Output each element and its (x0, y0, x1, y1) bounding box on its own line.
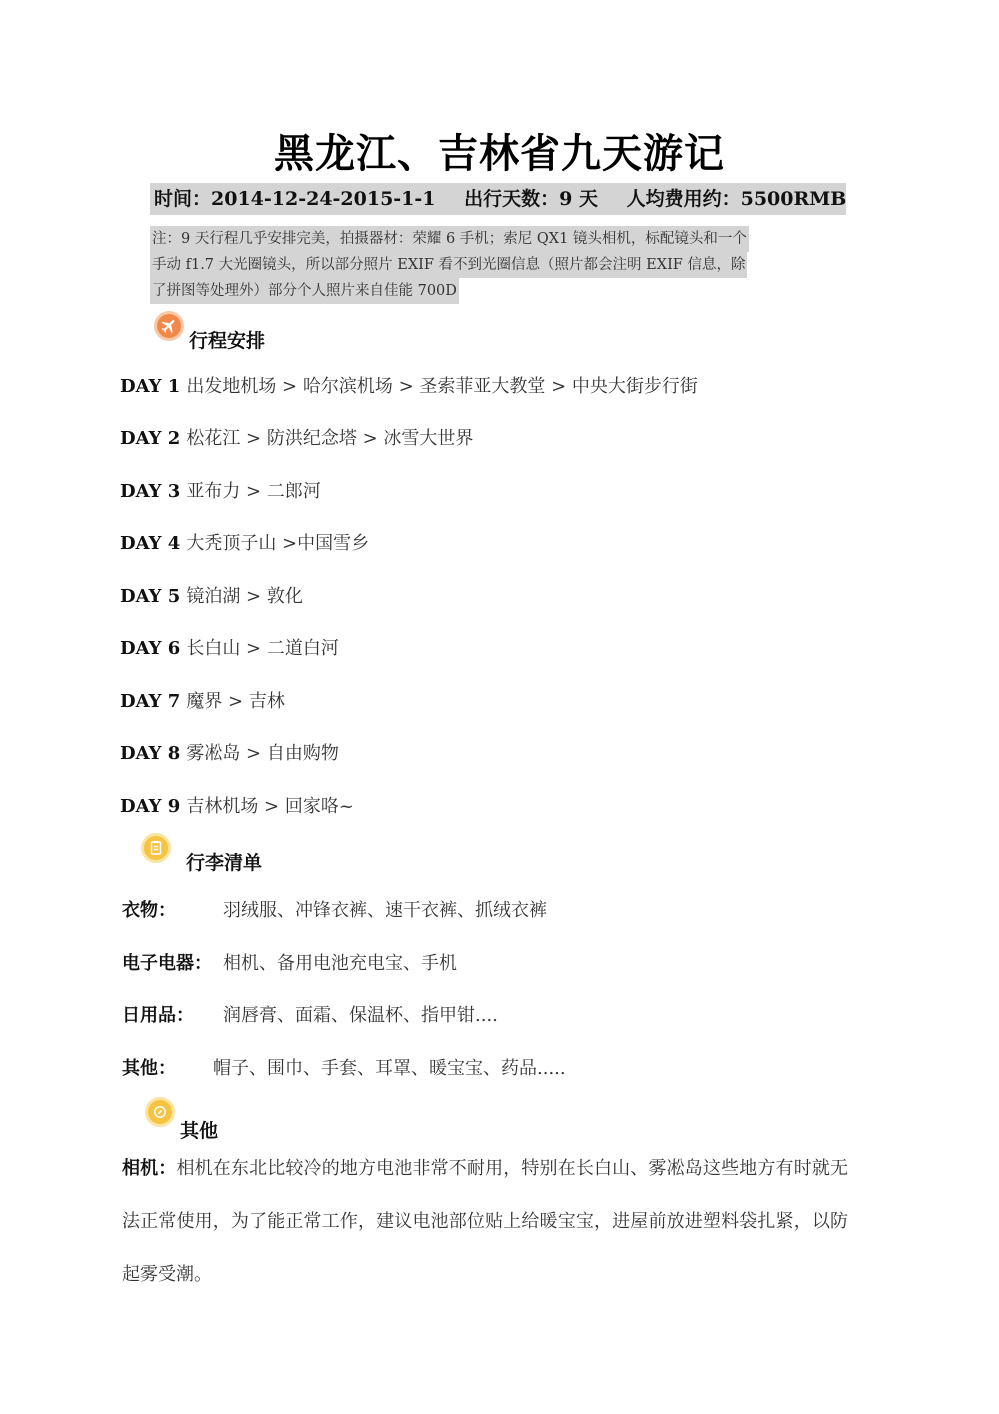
packing-label: 电子电器： (122, 953, 212, 974)
day-label: DAY 2 (120, 428, 181, 449)
day-label: DAY 8 (120, 743, 181, 764)
day-label: DAY 4 (120, 533, 181, 554)
day-label: DAY 5 (120, 586, 181, 607)
day-route: 大秃顶子山 >中国雪乡 (186, 533, 370, 554)
day-route: 镜泊湖 > 敦化 (186, 586, 303, 607)
packing-value: 帽子、围巾、手套、耳罩、暖宝宝、药品..... (213, 1058, 566, 1079)
camera-text: 相机在东北比较冷的地方电池非常不耐用，特别在长白山、雾凇岛这些地方有时就无法正常使用，为了能正常工作，建议电池部位贴上给暖宝宝，进屋前放进塑料袋扎紧，以防起雾受潮。 (122, 1158, 849, 1285)
itinerary-day (120, 634, 339, 660)
page-title: 黑龙江、吉林省九天游记 (274, 130, 725, 177)
day-route: 松花江 > 防洪纪念塔 > 冰雪大世界 (186, 428, 474, 449)
day-label: DAY 9 (120, 796, 181, 817)
camera-paragraph (122, 1142, 848, 1301)
packing-item (122, 1001, 498, 1027)
packing-label: 其他： (122, 1058, 176, 1079)
equipment-note (150, 226, 848, 304)
itinerary-title: 行程安排 (189, 330, 266, 352)
trip-time: 时间：2014-12-24-2015-1-1 (154, 188, 436, 210)
itinerary-day (120, 687, 285, 713)
packing-label: 日用品： (122, 1005, 194, 1026)
packing-item (122, 949, 457, 975)
day-route: 吉林机场 > 回家咯~ (186, 796, 354, 817)
itinerary-day (120, 477, 321, 503)
packing-item (122, 1054, 566, 1080)
trip-days: 出行天数：9 天 (464, 188, 598, 210)
day-label: DAY 6 (120, 638, 181, 659)
airplane-icon (154, 311, 184, 341)
trip-cost: 人均费用约：5500RMB (626, 188, 847, 210)
itinerary-day (120, 739, 339, 765)
itinerary-day (120, 529, 369, 555)
packing-label: 衣物： (122, 900, 176, 921)
itinerary-day (120, 582, 303, 608)
packing-value: 相机、备用电池充电宝、手机 (223, 953, 457, 974)
packing-title: 行李清单 (186, 852, 263, 874)
clipboard-icon (141, 833, 171, 863)
day-route: 魔界 > 吉林 (186, 691, 285, 712)
camera-label: 相机： (122, 1158, 177, 1179)
day-route: 亚布力 > 二郎河 (186, 481, 321, 502)
day-route: 雾凇岛 > 自由购物 (186, 743, 339, 764)
packing-value: 羽绒服、冲锋衣裤、速干衣裤、抓绒衣裤 (223, 900, 547, 921)
note-line: 了拼图等处理外）部分个人照片来自佳能 700D (150, 278, 459, 304)
itinerary-day (120, 792, 354, 818)
packing-item (122, 896, 547, 922)
packing-value: 润唇膏、面霜、保温杯、指甲钳.... (223, 1005, 498, 1026)
itinerary-day (120, 424, 473, 450)
day-label: DAY 3 (120, 481, 181, 502)
note-line: 手动 f1.7 大光圈镜头，所以部分照片 EXIF 看不到光圈信息（照片都会注明 EXIF 信息，除 (150, 252, 747, 278)
note-line: 注：9 天行程几乎安排完美，拍摄器材：荣耀 6 手机；索尼 QX1 镜头相机，标配镜头和一个 (150, 226, 749, 252)
trip-meta-bar (150, 183, 846, 215)
day-route: 出发地机场 > 哈尔滨机场 > 圣索菲亚大教堂 > 中央大街步行街 (186, 376, 698, 397)
itinerary-day (120, 372, 698, 398)
day-label: DAY 1 (120, 376, 181, 397)
day-route: 长白山 > 二道白河 (186, 638, 339, 659)
other-title: 其他 (180, 1120, 219, 1142)
compass-icon (145, 1097, 175, 1127)
day-label: DAY 7 (120, 691, 181, 712)
